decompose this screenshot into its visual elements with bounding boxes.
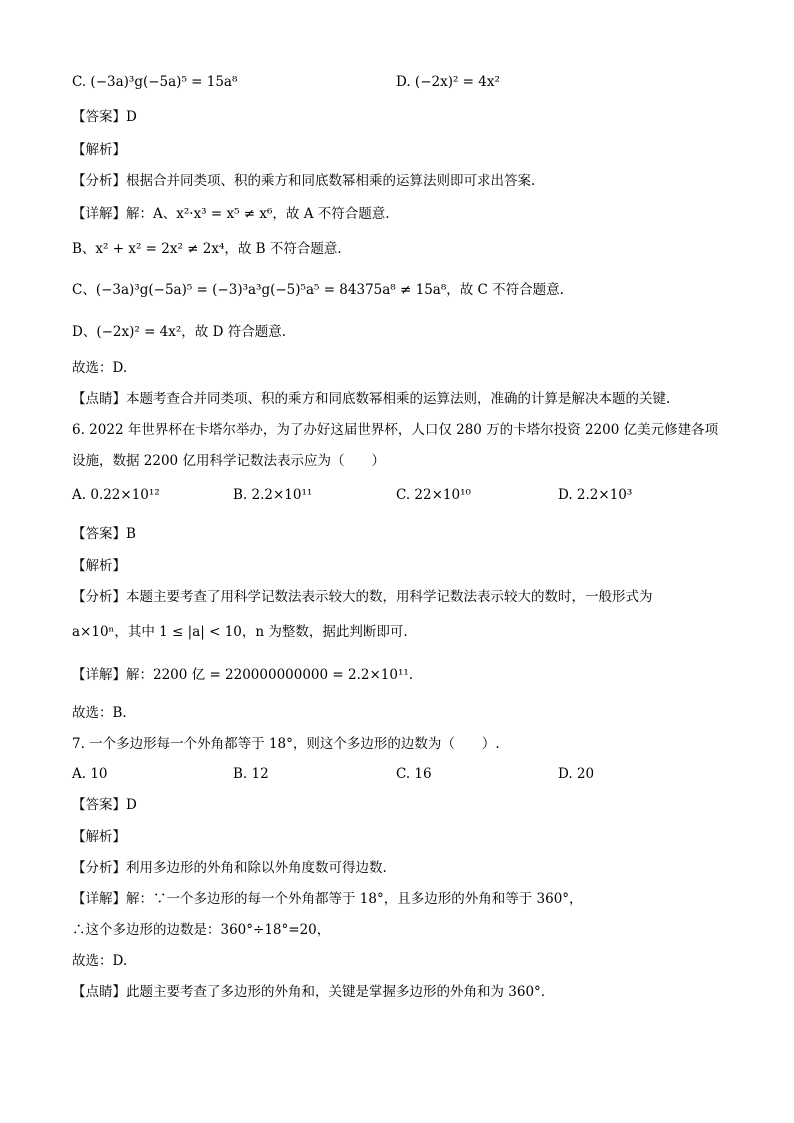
q5-choose: 故选：D. (72, 360, 128, 376)
q7-dianjing: 【点睛】此题主要考查了多边形的外角和，关键是掌握多边形的外角和为 360°. (72, 984, 546, 1000)
q7-analysis-fenxi: 【分析】利用多边形的外角和除以外角度数可得边数. (72, 860, 387, 876)
q6-analysis-fenxi-2: a×10ⁿ，其中 1 ≤ |a| < 10，n 为整数，据此判断即可. (72, 624, 408, 640)
q7-option-b: B. 12 (233, 766, 269, 782)
q6-choose: 故选：B. (72, 705, 127, 721)
q6-option-c: C. 22×10¹⁰ (396, 487, 471, 503)
q7-detail-2: ∴这个多边形的边数是：360°÷18°=20， (72, 922, 331, 938)
q5-detail-d: D、(−2x)² = 4x²，故 D 符合题意. (72, 324, 286, 340)
q7-answer: 【答案】D (72, 797, 137, 813)
q6-analysis-label: 【解析】 (72, 558, 126, 574)
q5-detail-b: B、x² + x² = 2x² ≠ 2x⁴，故 B 不符合题意. (72, 241, 342, 257)
q5-option-c: C. (−3a)³g(−5a)⁵ = 15a⁸ (72, 74, 238, 90)
q5-answer: 【答案】D (72, 109, 137, 125)
q7-option-a: A. 10 (72, 766, 108, 782)
q6-detail: 【详解】解：2200 亿 = 220000000000 = 2.2×10¹¹. (72, 667, 414, 683)
q6-answer: 【答案】B (72, 526, 136, 542)
q7-option-c: C. 16 (396, 766, 432, 782)
q6-analysis-fenxi-1: 【分析】本题主要考查了用科学记数法表示较大的数，用科学记数法表示较大的数时，一般形式为 (72, 589, 653, 605)
q5-option-d: D. (−2x)² = 4x² (396, 74, 500, 90)
q7-detail-1: 【详解】解：∵一个多边形的每一个外角都等于 18°，且多边形的外角和等于 360°， (72, 891, 583, 907)
q5-detail-c: C、(−3a)³g(−5a)⁵ = (−3)³a³g(−5)⁵a⁵ = 84375a⁸ ≠ 15a⁸，故 C 不符合题意. (72, 282, 564, 298)
q7-option-d: D. 20 (558, 766, 595, 782)
q6-stem-line-2: 设施，数据 2200 亿用科学记数法表示应为（ ） (72, 453, 385, 469)
q7-choose: 故选：D. (72, 953, 128, 969)
q5-dianjing: 【点睛】本题考查合并同类项、积的乘方和同底数幂相乘的运算法则，准确的计算是解决本题的关键. (72, 391, 671, 407)
q6-option-b: B. 2.2×10¹¹ (233, 487, 313, 503)
q5-detail-a: 【详解】解：A、x²·x³ = x⁵ ≠ x⁶，故 A 不符合题意. (72, 206, 390, 222)
q7-stem: 7. 一个多边形每一个外角都等于 18°，则这个多边形的边数为（ ）. (72, 736, 500, 752)
q6-option-a: A. 0.22×10¹² (72, 487, 160, 503)
q5-analysis-label: 【解析】 (72, 142, 126, 158)
q5-analysis-fenxi: 【分析】根据合并同类项、积的乘方和同底数幂相乘的运算法则即可求出答案. (72, 173, 536, 189)
q6-option-d: D. 2.2×10³ (558, 487, 633, 503)
q7-analysis-label: 【解析】 (72, 829, 126, 845)
q6-stem-line-1: 6. 2022 年世界杯在卡塔尔举办，为了办好这届世界杯，人口仅 280 万的卡塔尔投资 2200 亿美元修建各项 (72, 422, 719, 438)
